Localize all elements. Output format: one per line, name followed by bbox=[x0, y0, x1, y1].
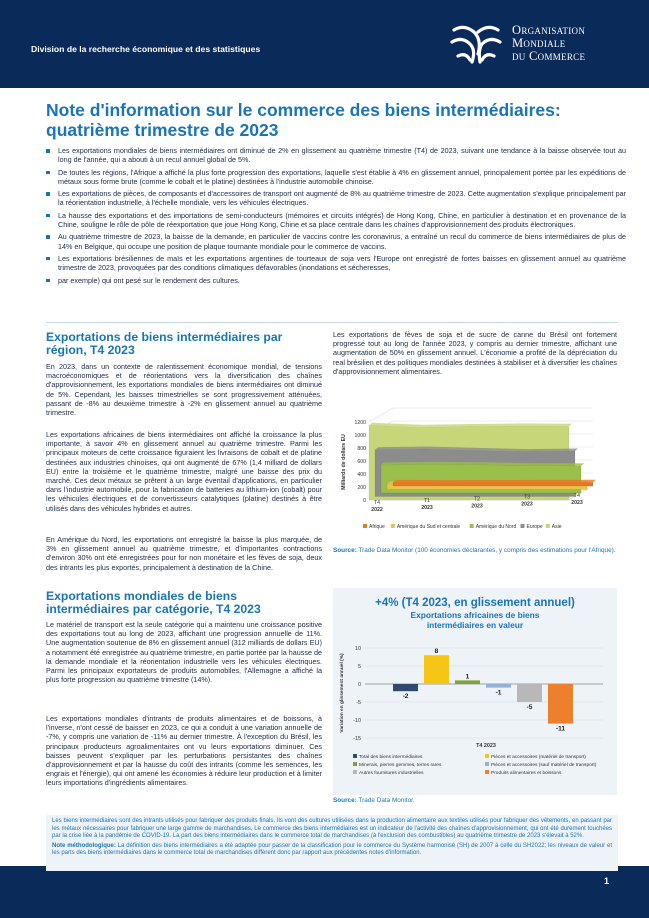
legend-entry: Autres fournitures industrielles bbox=[359, 771, 424, 776]
bar bbox=[486, 684, 511, 688]
org-line: du Commerce bbox=[512, 49, 586, 63]
key-point: Les exportations mondiales de biens intermédiaires ont diminué de 2% en glissement au quatrième trimestre (T4) de 2023, suivant une tendance à la baisse observée tout au long de l'année, qui a abouti à un recul annuel global de 5%. bbox=[46, 146, 626, 165]
heading-line: Exportations de biens intermédiaires par bbox=[46, 330, 283, 344]
y-tick-label: -10 bbox=[353, 718, 361, 724]
note-text: La définition des biens intermédiaires a été adaptée pour passer de la classification pour le commerce du Système harmonisé (SH) de 2007 à celle du SH2022; les niveaux de valeur et les parts des biens intermédiaires dans le commerce total de marchandises diffèrent donc par rapport aux précédentes notes d'information. bbox=[52, 842, 612, 857]
note-label: Note méthodologique: bbox=[52, 842, 116, 849]
data-label: 8 bbox=[434, 648, 439, 656]
y-tick-label: 600 bbox=[357, 459, 366, 465]
legend-entry: Amérique du Nord bbox=[475, 524, 517, 530]
data-label: -5 bbox=[526, 704, 533, 711]
y-tick-label: 800 bbox=[357, 446, 366, 452]
key-point: Les exportations brésiliennes de maïs et les exportations argentines de tourteaux de soja vers l'Europe ont enregistré de fortes baisses en glissement annuel au quatrième trimestre de 2023, provoquées par des conditions climatiques défavorables (inondations et sécheresses, bbox=[46, 254, 626, 273]
y-tick-label: 1200 bbox=[354, 420, 366, 426]
legend-swatch bbox=[521, 524, 525, 528]
chart2-source bbox=[333, 797, 617, 805]
legend-entry: Total des biens intermédiaires bbox=[359, 755, 423, 760]
footer-methodology bbox=[52, 843, 612, 858]
african-exports-chart bbox=[333, 640, 617, 792]
heading-line: Exportations mondiales de biens bbox=[46, 589, 237, 603]
heading-line: région, T4 2023 bbox=[46, 343, 135, 357]
paragraph: Les exportations africaines de biens intermédiaires ont affiché la croissance la plus importante, à savoir 4% en glissement annuel au quatrième trimestre. Parmi les principaux moteurs de cette croissance figuraient les livraisons de cobalt et de platine destinées aux industries chinoises, qui ont augmenté de 67% (1,4 milliard de dollars EU) entre la troisième et le quatrième trimestre, malgré une baisse des prix du marché. Ces deux métaux se prêtent à un large éventail d'applications, en particulier dans l'industrie automobile, pour la fabrication de batteries au lithium-ion (cobalt) pour les véhicules électriques et de convertisseurs catalytiques (platine) destinés à être utilisés dans des véhicules hybrides et autres. bbox=[46, 430, 322, 513]
y-axis-label: Milliards de dollars EU bbox=[341, 434, 347, 490]
legend-swatch bbox=[485, 754, 489, 758]
source-label: Source: bbox=[333, 547, 357, 554]
x-tick-label: T4 bbox=[573, 492, 581, 499]
x-tick-label: T3 bbox=[523, 494, 531, 501]
data-label: -11 bbox=[555, 725, 566, 733]
series-area-afrique bbox=[393, 482, 593, 486]
chart2-title-line: Exportations africaines de biens bbox=[410, 610, 540, 620]
org-line: Organisation bbox=[512, 23, 586, 37]
org-line: Mondiale bbox=[512, 36, 566, 50]
chart1-source bbox=[333, 547, 617, 555]
section-divider bbox=[46, 322, 618, 323]
legend-swatch bbox=[485, 770, 489, 774]
paragraph: En 2023, dans un contexte de ralentissement économique mondial, de tensions macroéconomiques et de réorientations vers la diversification des chaînes d'approvisionnement, les exportations mondiales de biens intermédiaires ont diminué de 5%. Cependant, les baisses trimestrielles se sont progressivement atténuées, passant de -8% au deuxième trimestre à -2% en glissement annuel au quatrième trimestre. bbox=[46, 362, 322, 418]
data-label: -2 bbox=[402, 693, 409, 701]
y-tick-label: -5 bbox=[356, 700, 361, 706]
legend-entry: Asie bbox=[551, 524, 562, 530]
footer-notes bbox=[46, 815, 618, 871]
chart2-header bbox=[360, 597, 590, 630]
wto-logo-icon bbox=[448, 20, 504, 68]
footer-definition: Les biens intermédiaires sont des intrants utilisés pour fabriquer des produits finals. Ils vont des cultures utilisées dans la production alimentaire aux textiles utilisés pour fabriquer des vêtements, en passant par les métaux nécessaires pour fabriquer une large gamme de marchandises. Le commerce des biens intermédiaires est un indicateur de l'activité des chaînes d'approvisionnement, qui ont été durement touchées par la crise liée à la pandémie de COVID-19. La part des biens intermédiaires dans le commerce total de marchandises (à l'exclusion des combustibles) au quatrième trimestre de 2023 s'élevait à 52%. bbox=[52, 818, 612, 840]
division-name: Division de la recherche économique et des statistiques bbox=[31, 44, 261, 54]
key-point: Les exportations de pièces, de composants et d'accessoires de transport ont augmenté de 8% au quatrième trimestre de 2023. Cette augmentation s'explique principalement par la réorientation industrielle, à l'échelle mondiale, vers les véhicules électriques. bbox=[46, 189, 626, 208]
y-tick-label: 0 bbox=[363, 498, 366, 504]
legend-entry: Pièces et accessoires (matériel de transport) bbox=[491, 755, 586, 760]
key-points-list bbox=[46, 146, 626, 288]
bottom-bar bbox=[0, 866, 649, 918]
section-heading-category bbox=[46, 590, 326, 616]
paragraph: Les exportations mondiales d'intrants de produits alimentaires et de boissons, à l'inverse, n'ont cessé de baisser en 2023, ce qui a conduit à une variation annuelle de -7%, y compris une variation de -11% au dernier trimestre. À l'exception du Brésil, les principaux producteurs agroalimentaires ont vu leurs exportations diminuer. Ces baisses peuvent s'expliquer par les perturbations persistantes des chaînes d'approvisionnement et par la hausse du coût des intrants (comme les semences, les engrais et l'énergie), qui ont amené les économies à réduire leur production et à limiter leurs importations d'ingrédients alimentaires. bbox=[46, 714, 322, 788]
regional-exports-chart bbox=[333, 400, 617, 545]
x-tick-label: 2022 bbox=[371, 507, 383, 513]
x-tick-label: 2023 bbox=[421, 505, 433, 512]
bar bbox=[548, 684, 573, 724]
chart2-title-line: intermédiaires en valeur bbox=[426, 619, 524, 630]
y-tick-label: -15 bbox=[353, 736, 361, 742]
legend-entry: Minerais, pierres gemmes, terres rares bbox=[359, 763, 442, 768]
chart2-title bbox=[360, 611, 590, 630]
key-point: La hausse des exportations et des importations de semi-conducteurs (mémoires et circuits intégrés) de Hong Kong, Chine, en particulier à destination et en provenance de la Chine, souligne le rôle de pôle de réexportation que joue Hong Kong, Chine et sa place centrale dans les chaînes d'approvisionnement des produits électroniques. bbox=[46, 211, 626, 230]
x-tick-label: T2 bbox=[473, 496, 481, 503]
legend-entry: Europe bbox=[526, 524, 543, 530]
y-tick-label: 5 bbox=[358, 664, 361, 670]
y-tick-label: 1000 bbox=[354, 433, 366, 439]
legend-entry: Amérique du Sud et centrale bbox=[396, 524, 461, 530]
data-label: -1 bbox=[495, 689, 502, 697]
x-axis-label: T4 2023 bbox=[476, 743, 496, 749]
source-label: Source: bbox=[333, 797, 357, 804]
legend-swatch bbox=[353, 762, 357, 766]
series-ridge bbox=[393, 480, 596, 483]
bar bbox=[455, 680, 480, 684]
legend-entry: Afrique bbox=[369, 524, 385, 530]
key-point: Au quatrième trimestre de 2023, la baisse de la demande, en particulier de vaccins contre les coronavirus, a entraîné un recul du commerce de biens intermédiaires de plus de 14% en Belgique, qui occupe une position de plaque tournante mondiale pour le commerce de vaccins. bbox=[46, 232, 626, 251]
section-heading-region bbox=[46, 331, 326, 357]
key-point: De toutes les régions, l'Afrique a affiché la plus forte progression des exportations, laquelle s'est établie à 4% en glissement annuel, principalement portée par les expéditions de métaux sous forme brute (comme le cobalt et le platine) destinées à l'industrie automobile chinoise. bbox=[46, 168, 626, 187]
bar bbox=[424, 655, 449, 684]
bar bbox=[393, 684, 418, 691]
legend-entry: Pièces et accessoires (sauf matériel de transport) bbox=[491, 763, 597, 768]
legend-swatch bbox=[353, 754, 357, 758]
y-tick-label: 400 bbox=[357, 472, 366, 478]
y-tick-label: 0 bbox=[358, 682, 361, 688]
bar bbox=[517, 684, 542, 702]
title-line: quatrième trimestre de 2023 bbox=[46, 120, 279, 140]
organization-name bbox=[512, 24, 585, 63]
legend-entry: Produits alimentaires et boissons bbox=[491, 771, 562, 776]
source-text: Trade Data Monitor. bbox=[358, 797, 415, 804]
source-text: Trade Data Monitor (100 économies déclarantes, y compris des estimations pour l'Afrique). bbox=[358, 547, 616, 554]
y-tick-label: 200 bbox=[357, 485, 366, 491]
legend-swatch bbox=[353, 770, 357, 774]
page-number: 1 bbox=[603, 876, 609, 886]
data-label: 1 bbox=[465, 673, 470, 681]
legend-swatch bbox=[470, 524, 474, 528]
x-tick-label: T4 bbox=[373, 500, 381, 506]
heading-line: intermédiaires par catégorie, T4 2023 bbox=[46, 602, 261, 616]
page-header bbox=[0, 0, 649, 88]
x-tick-label: 2023 bbox=[521, 501, 533, 508]
key-point: par exemple) qui ont pesé sur le rendement des cultures. bbox=[46, 276, 626, 285]
legend-swatch bbox=[485, 762, 489, 766]
paragraph: Les exportations de fèves de soja et de sucre de canne du Brésil ont fortement progressé tout au long de l'année 2023, y compris au dernier trimestre, affichant une augmentation de 50% en glissement annuel. L'économie a profité de la dépréciation du real brésilien et des politiques mondiales destinées à stabiliser et à diversifier les chaînes d'approvisionnement alimentaires. bbox=[333, 330, 617, 376]
x-tick-label: T1 bbox=[423, 498, 431, 505]
legend-swatch bbox=[391, 524, 395, 528]
paragraph: Le matériel de transport est la seule catégorie qui a maintenu une croissance positive des exportations tout au long de 2023, affichant une progression annuelle de 11%. Une augmentation soutenue de 8% en glissement annuel (312 milliards de dollars EU) a notamment été enregistrée au quatrième trimestre, en partie portée par la hausse de la demande mondiale et la réorientation industrielle vers les véhicules électriques. Parmi les principaux exportateurs de produits automobiles, l'Allemagne a affiché la plus forte progression au quatrième trimestre (14%). bbox=[46, 620, 322, 685]
title-line: Note d'information sur le commerce des biens intermédiaires: bbox=[46, 100, 561, 120]
y-axis-label: Variation en glissement annuel (%) bbox=[340, 653, 345, 733]
chart2-headline: +4% (T4 2023, en glissement annuel) bbox=[375, 597, 575, 609]
x-tick-label: 2023 bbox=[471, 503, 483, 510]
legend-swatch bbox=[363, 524, 367, 528]
paragraph: En Amérique du Nord, les exportations ont enregistré la baisse la plus marquée, de 3% en glissement annuel au quatrième trimestre, et d'importantes contractions d'environ 30% ont été enregistrées pour for non monétaire et les fèves de soja, deux des intrants les plus exportés, principalement à destination de la Chine. bbox=[46, 535, 322, 572]
legend-swatch bbox=[546, 524, 550, 528]
x-tick-label: 2023 bbox=[571, 499, 583, 506]
gridline bbox=[369, 408, 393, 422]
y-tick-label: 10 bbox=[355, 646, 361, 652]
page-title bbox=[46, 100, 626, 140]
